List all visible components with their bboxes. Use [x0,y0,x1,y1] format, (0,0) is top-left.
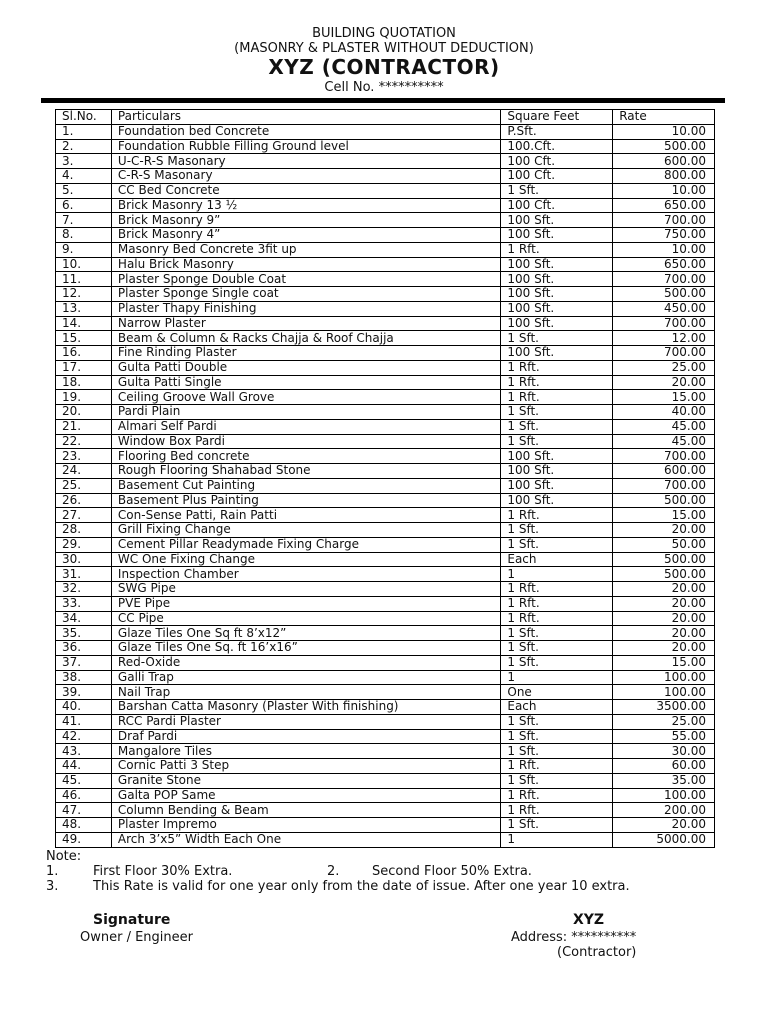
row-square-feet: 1 [501,670,613,685]
row-particulars: Almari Self Pardi [111,419,500,434]
row-square-feet: P.Sft. [501,124,613,139]
contractor-address: Address: ********** [511,930,637,945]
row-particulars: Brick Masonry 9” [111,213,500,228]
contractor-label: (Contractor) [557,945,637,960]
table-row [56,685,715,700]
row-particulars: Gulta Patti Single [111,375,500,390]
row-slno: 29. [56,537,112,552]
row-square-feet: One [501,685,613,700]
table-row [56,641,715,656]
row-slno: 20. [56,405,112,420]
row-slno: 28. [56,523,112,538]
note-2-number: 2. [327,864,340,879]
row-square-feet: 1 Rft. [501,759,613,774]
column-header-slno: Sl.No. [56,110,112,125]
table-row [56,213,715,228]
row-rate: 3500.00 [613,700,715,715]
row-particulars: Plaster Thapy Finishing [111,301,500,316]
row-particulars: Basement Cut Painting [111,478,500,493]
table-row [56,242,715,257]
table-row [56,803,715,818]
row-particulars: Masonry Bed Concrete 3fit up [111,242,500,257]
table-row [56,257,715,272]
table-row [56,788,715,803]
row-particulars: Arch 3’x5” Width Each One [111,832,500,847]
note-3-number: 3. [46,879,59,894]
table-row [56,537,715,552]
row-particulars: WC One Fixing Change [111,552,500,567]
row-square-feet: 1 Sft. [501,773,613,788]
row-rate: 12.00 [613,331,715,346]
row-rate: 450.00 [613,301,715,316]
row-rate: 40.00 [613,405,715,420]
row-particulars: Draf Pardi [111,729,500,744]
row-slno: 1. [56,124,112,139]
row-slno: 12. [56,287,112,302]
row-square-feet: 1 Rft. [501,375,613,390]
cell-number: Cell No. ********** [324,80,444,95]
note-label: Note: [46,849,82,864]
row-particulars: PVE Pipe [111,596,500,611]
row-particulars: Basement Plus Painting [111,493,500,508]
table-row [56,700,715,715]
row-particulars: Con-Sense Patti, Rain Patti [111,508,500,523]
row-rate: 15.00 [613,508,715,523]
row-particulars: Galta POP Same [111,788,500,803]
row-rate: 10.00 [613,183,715,198]
table-row [56,744,715,759]
row-square-feet: 100 Sft. [501,287,613,302]
row-slno: 9. [56,242,112,257]
row-square-feet: 1 Rft. [501,803,613,818]
row-square-feet: 1 Sft. [501,729,613,744]
table-row [56,773,715,788]
row-particulars: Glaze Tiles One Sq. ft 16’x16” [111,641,500,656]
row-particulars: Plaster Sponge Double Coat [111,272,500,287]
company-name: XYZ (CONTRACTOR) [268,55,500,79]
row-slno: 33. [56,596,112,611]
row-particulars: Plaster Impremo [111,818,500,833]
row-rate: 5000.00 [613,832,715,847]
row-particulars: Pardi Plain [111,405,500,420]
row-rate: 500.00 [613,493,715,508]
row-rate: 500.00 [613,139,715,154]
row-slno: 30. [56,552,112,567]
row-particulars: Narrow Plaster [111,316,500,331]
row-particulars: Red-Oxide [111,655,500,670]
row-particulars: RCC Pardi Plaster [111,714,500,729]
row-square-feet: 100 Sft. [501,272,613,287]
table-header-row [56,110,715,125]
header-divider [41,98,725,103]
row-particulars: Brick Masonry 4” [111,228,500,243]
row-particulars: Flooring Bed concrete [111,449,500,464]
row-square-feet: 1 [501,567,613,582]
row-rate: 650.00 [613,198,715,213]
table-row [56,818,715,833]
row-rate: 50.00 [613,537,715,552]
row-slno: 38. [56,670,112,685]
row-slno: 5. [56,183,112,198]
row-square-feet: 100.Cft. [501,139,613,154]
row-rate: 25.00 [613,360,715,375]
row-square-feet: 1 Sft. [501,714,613,729]
table-row [56,272,715,287]
row-slno: 14. [56,316,112,331]
row-particulars: Glaze Tiles One Sq ft 8’x12” [111,626,500,641]
note-1-number: 1. [46,864,59,879]
column-header-square-feet: Square Feet [501,110,613,125]
row-square-feet: 100 Cft. [501,154,613,169]
row-rate: 100.00 [613,788,715,803]
table-row [56,183,715,198]
row-particulars: Window Box Pardi [111,434,500,449]
table-row [56,478,715,493]
table-row [56,464,715,479]
row-rate: 700.00 [613,213,715,228]
table-row [56,508,715,523]
note-3-text: This Rate is valid for one year only from the date of issue. After one year 10 extra. [93,879,630,894]
table-row [56,375,715,390]
table-row [56,198,715,213]
table-row [56,139,715,154]
row-square-feet: 100 Sft. [501,478,613,493]
row-square-feet: 1 Sft. [501,744,613,759]
row-square-feet: 1 Sft. [501,331,613,346]
row-slno: 7. [56,213,112,228]
row-rate: 700.00 [613,272,715,287]
row-rate: 750.00 [613,228,715,243]
row-square-feet: 1 Sft. [501,626,613,641]
row-rate: 700.00 [613,346,715,361]
table-row [56,419,715,434]
row-particulars: Beam & Column & Racks Chajja & Roof Chajja [111,331,500,346]
row-slno: 34. [56,611,112,626]
table-row [56,434,715,449]
table-row [56,154,715,169]
row-square-feet: Each [501,552,613,567]
row-square-feet: 1 Rft. [501,611,613,626]
row-particulars: CC Pipe [111,611,500,626]
row-slno: 42. [56,729,112,744]
row-square-feet: 1 Sft. [501,655,613,670]
row-slno: 21. [56,419,112,434]
row-slno: 24. [56,464,112,479]
table-row [56,287,715,302]
row-slno: 31. [56,567,112,582]
row-slno: 35. [56,626,112,641]
row-square-feet: 1 Sft. [501,537,613,552]
row-slno: 6. [56,198,112,213]
row-square-feet: 1 Rft. [501,788,613,803]
table-row [56,552,715,567]
row-rate: 700.00 [613,316,715,331]
table-row [56,670,715,685]
row-rate: 15.00 [613,655,715,670]
table-row [56,405,715,420]
row-particulars: U-C-R-S Masonary [111,154,500,169]
row-slno: 39. [56,685,112,700]
row-rate: 500.00 [613,567,715,582]
row-rate: 10.00 [613,242,715,257]
row-slno: 36. [56,641,112,656]
table-row [56,346,715,361]
table-row [56,582,715,597]
row-rate: 20.00 [613,523,715,538]
row-square-feet: 1 [501,832,613,847]
row-slno: 4. [56,169,112,184]
row-rate: 60.00 [613,759,715,774]
note-1-text: First Floor 30% Extra. [93,864,233,879]
row-slno: 49. [56,832,112,847]
table-row [56,596,715,611]
row-slno: 44. [56,759,112,774]
row-slno: 46. [56,788,112,803]
row-square-feet: 100 Sft. [501,449,613,464]
row-particulars: Granite Stone [111,773,500,788]
row-square-feet: 100 Sft. [501,213,613,228]
row-slno: 47. [56,803,112,818]
row-particulars: Foundation Rubble Filling Ground level [111,139,500,154]
row-slno: 3. [56,154,112,169]
row-square-feet: 1 Sft. [501,641,613,656]
row-slno: 16. [56,346,112,361]
row-rate: 20.00 [613,818,715,833]
row-particulars: Fine Rinding Plaster [111,346,500,361]
row-rate: 10.00 [613,124,715,139]
row-particulars: Galli Trap [111,670,500,685]
row-particulars: Plaster Sponge Single coat [111,287,500,302]
doc-title: BUILDING QUOTATION [312,26,456,41]
row-square-feet: 1 Rft. [501,242,613,257]
table-row [56,390,715,405]
row-particulars: SWG Pipe [111,582,500,597]
row-rate: 650.00 [613,257,715,272]
row-particulars: Rough Flooring Shahabad Stone [111,464,500,479]
row-particulars: Column Bending & Beam [111,803,500,818]
row-rate: 45.00 [613,419,715,434]
table-row [56,331,715,346]
contractor-name: XYZ [573,912,605,928]
row-rate: 700.00 [613,478,715,493]
row-slno: 19. [56,390,112,405]
row-square-feet: 100 Sft. [501,346,613,361]
row-rate: 20.00 [613,582,715,597]
row-particulars: Inspection Chamber [111,567,500,582]
row-square-feet: 1 Rft. [501,508,613,523]
row-particulars: Halu Brick Masonry [111,257,500,272]
row-particulars: CC Bed Concrete [111,183,500,198]
row-rate: 500.00 [613,287,715,302]
row-rate: 20.00 [613,611,715,626]
row-slno: 45. [56,773,112,788]
row-slno: 32. [56,582,112,597]
row-square-feet: Each [501,700,613,715]
row-square-feet: 1 Sft. [501,419,613,434]
row-particulars: Barshan Catta Masonry (Plaster With finishing) [111,700,500,715]
row-rate: 600.00 [613,464,715,479]
row-slno: 27. [56,508,112,523]
row-square-feet: 100 Sft. [501,257,613,272]
table-row [56,316,715,331]
row-rate: 100.00 [613,685,715,700]
row-rate: 100.00 [613,670,715,685]
table-row [56,360,715,375]
table-row [56,449,715,464]
row-slno: 2. [56,139,112,154]
row-rate: 45.00 [613,434,715,449]
row-square-feet: 1 Sft. [501,405,613,420]
note-2-text: Second Floor 50% Extra. [372,864,532,879]
column-header-particulars: Particulars [111,110,500,125]
table-row [56,523,715,538]
row-square-feet: 1 Sft. [501,434,613,449]
row-square-feet: 100 Sft. [501,464,613,479]
row-square-feet: 100 Cft. [501,169,613,184]
row-slno: 40. [56,700,112,715]
table-row [56,301,715,316]
row-slno: 26. [56,493,112,508]
row-particulars: Mangalore Tiles [111,744,500,759]
row-particulars: Grill Fixing Change [111,523,500,538]
table-row [56,759,715,774]
row-square-feet: 1 Rft. [501,360,613,375]
table-row [56,169,715,184]
row-slno: 10. [56,257,112,272]
row-rate: 25.00 [613,714,715,729]
row-particulars: Foundation bed Concrete [111,124,500,139]
row-slno: 13. [56,301,112,316]
table-row [56,567,715,582]
quotation-table [55,109,715,848]
row-square-feet: 100 Sft. [501,316,613,331]
table-row [56,124,715,139]
row-square-feet: 100 Sft. [501,228,613,243]
row-square-feet: 100 Sft. [501,301,613,316]
row-particulars: Cornic Patti 3 Step [111,759,500,774]
row-particulars: Ceiling Groove Wall Grove [111,390,500,405]
row-slno: 41. [56,714,112,729]
table-row [56,832,715,847]
row-slno: 8. [56,228,112,243]
row-slno: 22. [56,434,112,449]
row-particulars: Gulta Patti Double [111,360,500,375]
row-particulars: Brick Masonry 13 ½ [111,198,500,213]
row-slno: 11. [56,272,112,287]
row-rate: 700.00 [613,449,715,464]
row-rate: 800.00 [613,169,715,184]
row-rate: 600.00 [613,154,715,169]
doc-subtitle: (MASONRY & PLASTER WITHOUT DEDUCTION) [234,41,534,56]
table-row [56,493,715,508]
row-rate: 20.00 [613,375,715,390]
table-row [56,655,715,670]
row-square-feet: 1 Sft. [501,183,613,198]
row-rate: 15.00 [613,390,715,405]
signature-title: Signature [93,912,171,928]
table-row [56,611,715,626]
row-slno: 15. [56,331,112,346]
row-slno: 43. [56,744,112,759]
row-slno: 17. [56,360,112,375]
row-slno: 37. [56,655,112,670]
signature-owner-engineer: Owner / Engineer [80,930,193,945]
table-row [56,729,715,744]
row-square-feet: 1 Rft. [501,582,613,597]
row-particulars: Cement Pillar Readymade Fixing Charge [111,537,500,552]
row-rate: 55.00 [613,729,715,744]
column-header-rate: Rate [613,110,715,125]
row-square-feet: 1 Sft. [501,523,613,538]
row-slno: 48. [56,818,112,833]
row-rate: 30.00 [613,744,715,759]
row-square-feet: 100 Cft. [501,198,613,213]
row-rate: 500.00 [613,552,715,567]
row-square-feet: 1 Rft. [501,596,613,611]
row-rate: 35.00 [613,773,715,788]
row-rate: 20.00 [613,641,715,656]
row-slno: 18. [56,375,112,390]
table-row [56,714,715,729]
row-slno: 25. [56,478,112,493]
table-row [56,626,715,641]
table-row [56,228,715,243]
row-rate: 200.00 [613,803,715,818]
row-square-feet: 1 Sft. [501,818,613,833]
row-particulars: Nail Trap [111,685,500,700]
row-slno: 23. [56,449,112,464]
row-rate: 20.00 [613,626,715,641]
row-rate: 20.00 [613,596,715,611]
row-square-feet: 1 Rft. [501,390,613,405]
row-particulars: C-R-S Masonary [111,169,500,184]
row-square-feet: 100 Sft. [501,493,613,508]
